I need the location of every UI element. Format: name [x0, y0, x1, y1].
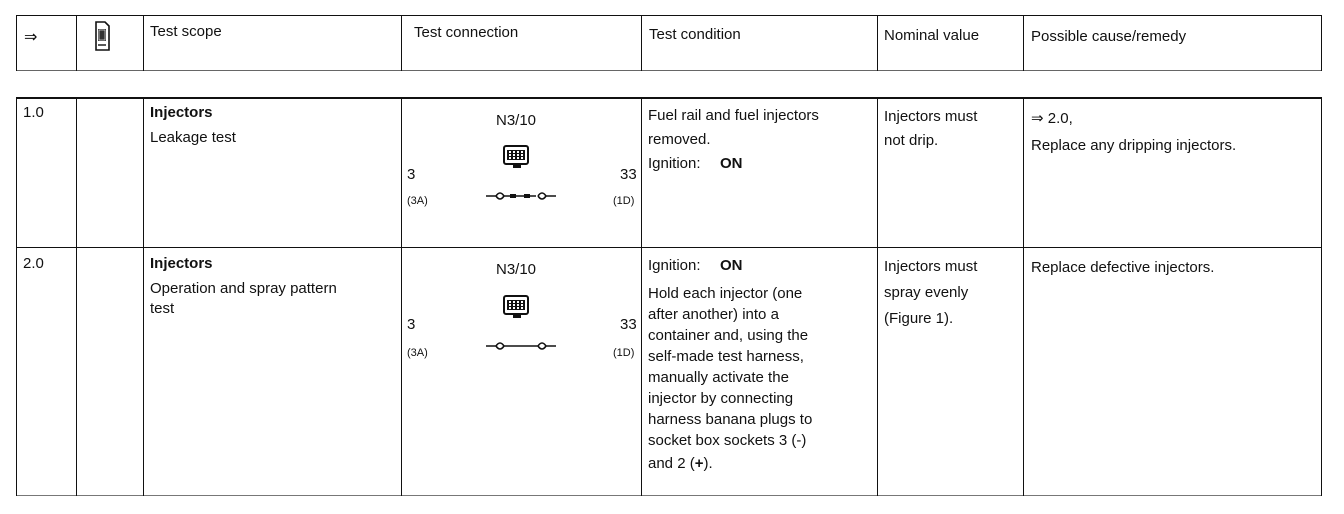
test-cable-icon — [486, 189, 556, 203]
pin-left-sub: (3A) — [407, 195, 428, 207]
connection-device: N3/10 — [496, 112, 537, 129]
ignition-value: ON — [720, 257, 743, 274]
condition-line: removed. — [648, 131, 711, 148]
condition-line: socket box sockets 3 (-) — [648, 432, 807, 449]
scope-description: Operation and spray pattern — [150, 280, 337, 297]
test-cable-icon — [486, 339, 556, 353]
header-possible-cause: Possible cause/remedy — [1031, 28, 1187, 45]
ignition-label: Ignition: — [648, 257, 701, 274]
condition-line: injector by connecting — [648, 390, 794, 407]
nominal-line: Injectors must — [884, 108, 978, 125]
pin-right-sub: (1D) — [613, 347, 635, 359]
nominal-line: spray evenly — [884, 284, 969, 301]
connection-device: N3/10 — [496, 261, 537, 278]
nominal-line: (Figure 1). — [884, 310, 954, 327]
header-test-connection: Test connection — [414, 24, 519, 41]
header-nominal-value: Nominal value — [884, 27, 980, 44]
scope-title: Injectors — [150, 104, 213, 121]
step-number: 1.0 — [23, 104, 44, 121]
header-test-condition: Test condition — [649, 26, 741, 43]
condition-line: manually activate the — [648, 369, 789, 386]
condition-line: Fuel rail and fuel injectors — [648, 107, 819, 124]
pin-right: 33 — [620, 316, 637, 333]
header-arrow: ⇒ — [24, 29, 38, 46]
pin-right: 33 — [620, 166, 637, 183]
scope-description: Leakage test — [150, 129, 236, 146]
tester-icon — [93, 20, 111, 52]
connector-icon — [503, 145, 529, 165]
scope-title: Injectors — [150, 255, 213, 272]
remedy-line: ⇒ 2.0, — [1031, 110, 1073, 127]
condition-last-post: ). — [703, 455, 713, 472]
connector-icon — [503, 295, 529, 315]
condition-last-line — [648, 455, 713, 473]
condition-line: harness banana plugs to — [648, 411, 813, 428]
condition-last-bold: + — [694, 455, 704, 472]
pin-left-sub: (3A) — [407, 347, 428, 359]
condition-last-pre: and 2 ( — [648, 455, 695, 472]
condition-line: self-made test harness, — [648, 348, 804, 365]
pin-left: 3 — [407, 316, 416, 333]
scope-description: test — [150, 300, 175, 317]
header-test-scope: Test scope — [150, 23, 222, 40]
pin-left: 3 — [407, 166, 416, 183]
pin-right-sub: (1D) — [613, 195, 635, 207]
condition-line: Hold each injector (one — [648, 285, 803, 302]
ignition-value: ON — [720, 155, 743, 172]
nominal-line: Injectors must — [884, 258, 978, 275]
condition-line: after another) into a — [648, 306, 779, 323]
nominal-line: not drip. — [884, 132, 939, 149]
remedy-line: Replace any dripping injectors. — [1031, 137, 1237, 154]
ignition-label: Ignition: — [648, 155, 701, 172]
step-number: 2.0 — [23, 255, 44, 272]
condition-line: container and, using the — [648, 327, 809, 344]
remedy-line: Replace defective injectors. — [1031, 259, 1215, 276]
